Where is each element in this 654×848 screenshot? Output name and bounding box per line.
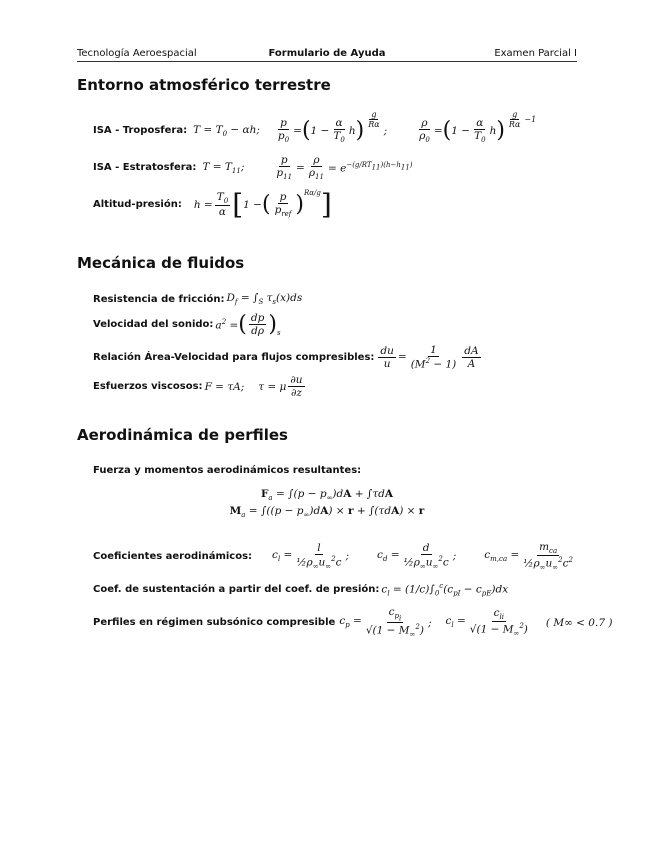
equation: $\frac{dA}{A}$ — [464, 344, 479, 370]
section-title-fluids: Mecánica de fluidos — [77, 254, 245, 272]
equation: = — [397, 351, 407, 364]
sound-label: Velocidad del sonido: — [93, 319, 214, 330]
equation: Rα/g — [304, 188, 321, 197]
equation: −1 — [524, 115, 537, 125]
formula-force: $F_a = \int(p - p_\infty)dA + \int\tau dA$ — [260, 488, 394, 503]
formula-lift-from-cp — [93, 582, 508, 598]
equation: ; — [452, 550, 457, 563]
viscous-label: Esfuerzos viscosos: — [93, 381, 203, 392]
equation: $\frac{\rho}{\rho_0}$ — [419, 117, 430, 145]
formula-sound-speed — [93, 312, 281, 337]
header-rule — [77, 61, 577, 62]
equation: $\frac{c_{pi}}{√(1 - M_\infty^2)}$ — [365, 606, 424, 640]
equation: $\frac{\alpha}{T_0}$ — [474, 117, 486, 145]
equation: F = τA; — [204, 380, 245, 393]
equation: [ — [232, 188, 244, 221]
equation: $\frac{T_0}{\alpha}$ — [216, 190, 229, 219]
equation: h — [348, 124, 356, 137]
equation: $c_l$ = — [445, 615, 466, 630]
formula-coefficients — [93, 541, 577, 572]
mach-condition: ( M∞ < 0.7 ) — [545, 616, 613, 629]
altitude-label: Altitud-presión: — [93, 199, 182, 210]
lift-from-cp-label: Coef. de sustentación a partir del coef. de presión: — [93, 584, 380, 596]
equation: s — [276, 328, 281, 337]
equation: ; — [427, 616, 432, 629]
equation: $\frac{p}{p_{11}}$ — [276, 154, 293, 182]
equation: ( — [442, 118, 452, 144]
equation: ( — [301, 118, 311, 144]
formula-area-velocity — [93, 344, 483, 371]
equation: 1 − — [451, 124, 471, 137]
formula-isa-stratosphere — [93, 154, 413, 181]
equation: $\frac{1}{(M^2 - 1)}$ — [410, 344, 457, 371]
equation: ) — [496, 118, 505, 144]
equation: h = — [193, 198, 213, 211]
forces-heading — [93, 465, 367, 476]
equation: $\frac{d}{\frac{1}{2}\rho_\infty u_\infty^2c}$ — [403, 542, 449, 571]
equation: $\frac{g}{R\alpha}$ — [368, 110, 380, 130]
header-right: Examen Parcial I — [494, 48, 577, 59]
equation: $\frac{c_{li}}{√(1 - M_\infty^2)}$ — [469, 607, 528, 638]
equation: $\frac{\alpha}{T_0}$ — [333, 117, 345, 145]
equation: ; — [383, 124, 388, 137]
equation: $\frac{l}{\frac{1}{2}\rho_\infty u_\infty^2c}$ — [296, 542, 342, 571]
area-velocity-label: Relación Área-Velocidad para flujos compresibles: — [93, 351, 375, 363]
equation: $\frac{dp}{d\rho}$ — [250, 312, 265, 337]
section-title-atmos: Entorno atmosférico terrestre — [77, 76, 331, 94]
equation: τ = μ — [258, 380, 287, 393]
equation: $a^2$ = — [215, 317, 239, 332]
isa-strato-label: ISA - Estratosfera: — [93, 162, 197, 174]
equation: ( — [261, 192, 271, 217]
equation: ; — [345, 550, 350, 563]
header-left: Tecnología Aeroespacial — [77, 48, 197, 59]
equation: 1 − — [310, 124, 330, 137]
equation: $c_{m,ca}$ = — [484, 549, 520, 564]
forces-label: Fuerza y momentos aerodinámicos resultantes: — [93, 465, 362, 476]
section-title-aero: Aerodinámica de perfiles — [77, 426, 288, 444]
equation: $c_l$ = — [272, 549, 293, 564]
isa-tropo-label: ISA - Troposfera: — [93, 125, 188, 137]
equation: = — [433, 124, 443, 137]
equation: $\frac{du}{u}$ — [380, 344, 394, 370]
formula-moment: $M_a = \int((p - p_\infty)dA) \times r + \int(\tau dA) \times r$ — [229, 505, 425, 520]
formula-subsonic — [93, 606, 612, 639]
formula-altitude-pressure — [93, 188, 332, 221]
equation: 1 − — [243, 198, 262, 211]
equation: $\frac{p}{p_{ref}}$ — [274, 190, 292, 219]
equation: $T = T_{11}$; — [202, 160, 245, 175]
equation: $\frac{p}{p_0}$ — [277, 117, 290, 145]
equation: $c_p$ = — [339, 615, 362, 630]
equation: $\frac{\partial u}{\partial z}$ — [290, 374, 303, 399]
equation: $\frac{g}{R\alpha}$ — [508, 110, 521, 130]
formula-friction — [93, 292, 302, 306]
equation: ] — [320, 188, 332, 221]
equation: $\frac{m_{ca}}{\frac{1}{2}\rho_\infty u_\infty^2c^2}$ — [523, 541, 573, 572]
equation: h — [489, 124, 497, 137]
friction-label: Resistencia de fricción: — [93, 293, 225, 305]
equation: = $e^{-(g/RT11)(h-h11)}$ — [327, 160, 413, 175]
equation: $c_l = (1/c)\int_0^c(c_{pI} - c_{pE})dx$ — [381, 582, 509, 598]
equation: $D_f = \int_S$ $\tau_s(x)ds$ — [226, 292, 303, 307]
coeff-label: Coeficientes aerodinámicos: — [93, 550, 253, 562]
formula-isa-troposphere — [93, 110, 537, 145]
equation: ( — [238, 312, 247, 337]
equation: $c_d$ = — [377, 549, 400, 564]
equation: = — [293, 124, 302, 137]
equation: $\frac{\rho}{\rho_{11}}$ — [308, 154, 324, 182]
equation: ) — [295, 192, 304, 217]
equation: ) — [268, 312, 277, 337]
formula-viscous — [93, 374, 307, 399]
header-center: Formulario de Ayuda — [268, 48, 386, 59]
subsonic-label: Perfiles en régimen subsónico compresible — [93, 617, 336, 629]
equation: = — [296, 161, 305, 174]
equation: ) — [355, 118, 365, 144]
equation: $T = T_0 - \alpha h$; — [193, 123, 260, 138]
